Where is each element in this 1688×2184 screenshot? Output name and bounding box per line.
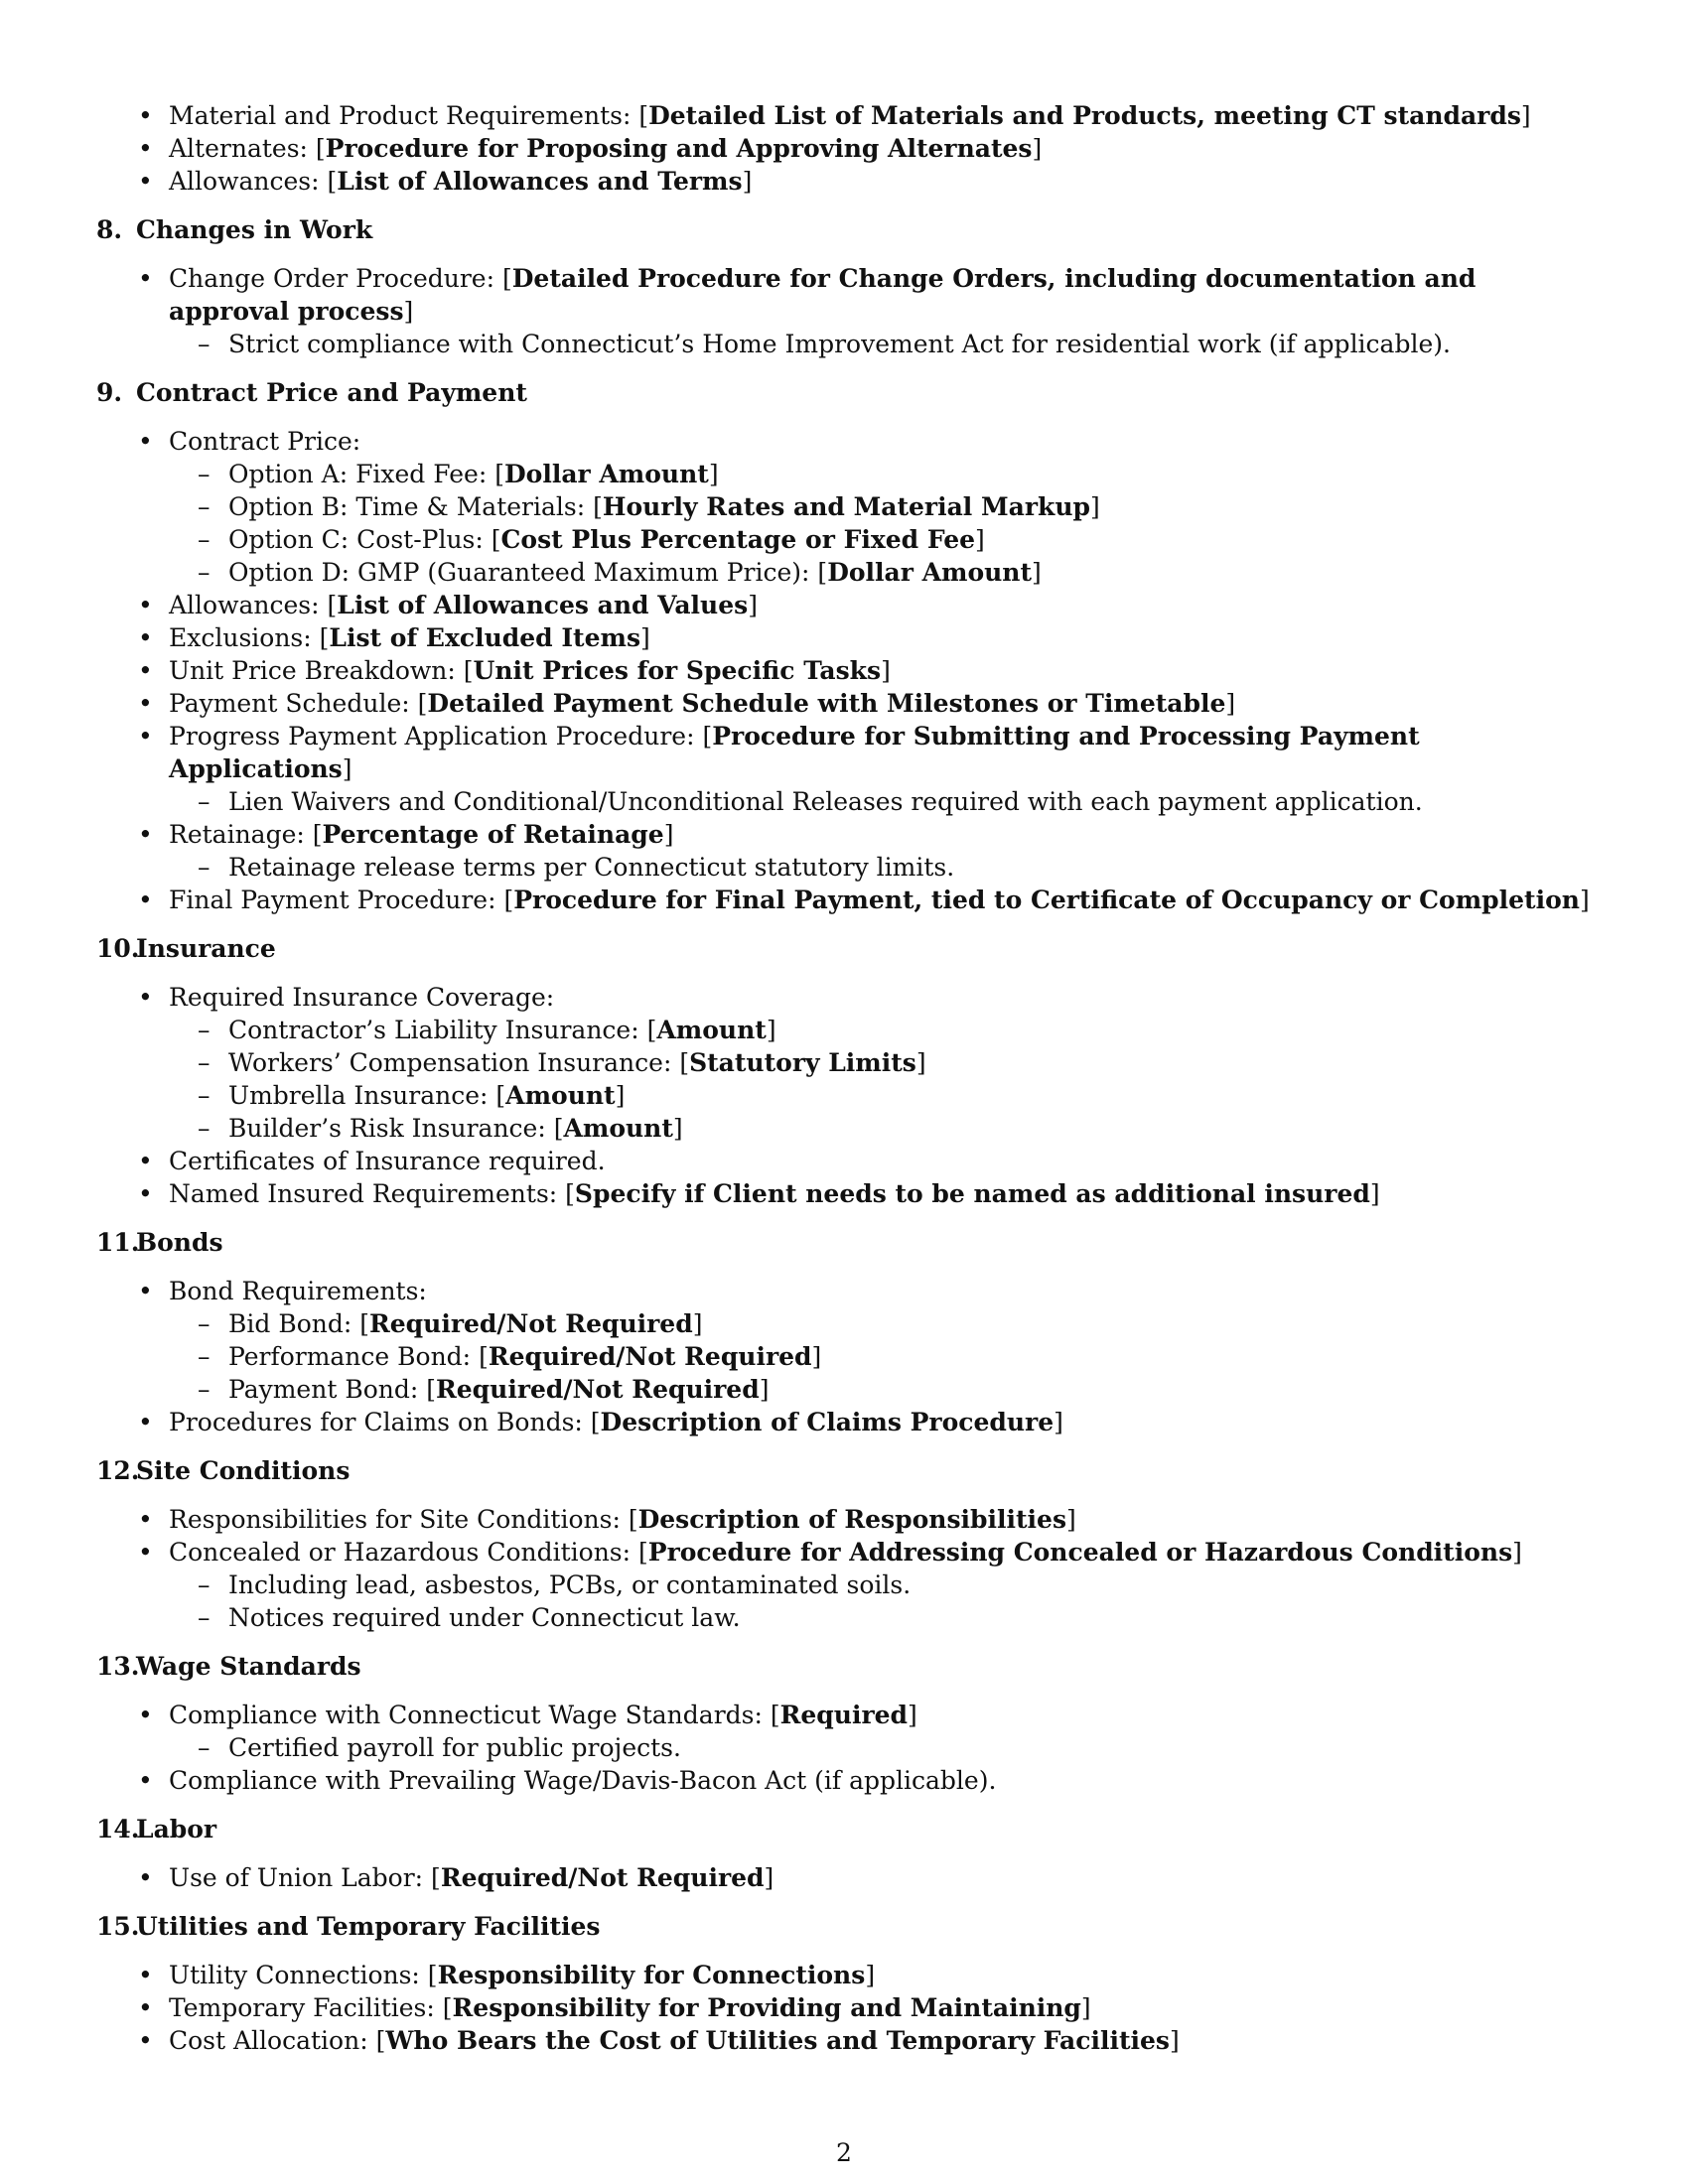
sub-item-label: Umbrella Insurance:: [228, 1081, 496, 1110]
sub-list-item: – Option A: Fixed Fee: [Dollar Amount]: [96, 458, 1596, 490]
sub-item-label: Option C: Cost-Plus:: [228, 525, 492, 554]
sub-list-item: [96, 1569, 1596, 1601]
sub-item-label: Option B: Time & Materials:: [228, 492, 594, 521]
list-item: • Exclusions: [List of Excluded Items]: [96, 621, 1596, 654]
section-heading: [96, 1650, 1596, 1683]
sub-item-value: Amount: [505, 1081, 616, 1110]
item-value: List of Excluded Items: [329, 623, 641, 652]
section-heading: [96, 932, 1596, 965]
section-number: 14.: [96, 1815, 140, 1843]
section-list: [96, 1275, 1596, 1438]
section-list: [96, 1503, 1596, 1634]
section-list: [96, 981, 1596, 1210]
item-label: Use of Union Labor:: [169, 1863, 432, 1892]
item-value: Procedure for Final Payment, tied to Certificate of Occupancy or Completion: [513, 886, 1580, 914]
item-label: Concealed or Hazardous Conditions:: [169, 1538, 639, 1567]
sub-item-label: Workers’ Compensation Insurance:: [228, 1048, 680, 1077]
list-item: • Allowances: [List of Allowances and Values]: [96, 589, 1596, 621]
item-value: Unit Prices for Specific Tasks: [473, 656, 882, 685]
sub-item-text: Lien Waivers and Conditional/Unconditional Releases required with each payment application.: [228, 787, 1423, 816]
sub-list-item: – Workers’ Compensation Insurance: [Statutory Limits]: [96, 1046, 1596, 1079]
list-item: • Temporary Facilities: [Responsibility for Providing and Maintaining]: [96, 1991, 1596, 2024]
sub-list-item: – Option B: Time & Materials: [Hourly Rates and Material Markup]: [96, 490, 1596, 523]
sub-list-item: – Umbrella Insurance: [Amount]: [96, 1079, 1596, 1112]
list-item: • Procedures for Claims on Bonds: [Description of Claims Procedure]: [96, 1406, 1596, 1438]
sub-item-label: Contractor’s Liability Insurance:: [228, 1016, 647, 1044]
section-number: 13.: [96, 1652, 140, 1681]
list-item: • Use of Union Labor: [Required/Not Required]: [96, 1861, 1596, 1894]
sub-item-label: Option A: Fixed Fee:: [228, 460, 495, 488]
item-label: Required Insurance Coverage:: [169, 983, 555, 1012]
sub-item-text: Including lead, asbestos, PCBs, or contaminated soils.: [228, 1570, 912, 1599]
item-label: Cost Allocation:: [169, 2026, 376, 2055]
sub-item-value: Amount: [656, 1016, 767, 1044]
item-label: Allowances:: [169, 167, 328, 196]
list-item: • Concealed or Hazardous Conditions: [Procedure for Addressing Concealed or Hazardous Conditions]: [96, 1536, 1596, 1569]
item-value: Responsibility for Providing and Maintaining: [452, 1993, 1081, 2022]
sub-item-text: Retainage release terms per Connecticut statutory limits.: [228, 853, 955, 882]
sub-item-value: Required/Not Required: [435, 1375, 760, 1404]
sub-list-item: [96, 1601, 1596, 1634]
item-label: Final Payment Procedure:: [169, 886, 504, 914]
sub-item-label: Performance Bond:: [228, 1342, 480, 1371]
section-list: [96, 262, 1596, 360]
sub-item-value: Hourly Rates and Material Markup: [602, 492, 1090, 521]
sub-item-value: Required/Not Required: [368, 1309, 693, 1338]
document-content: [96, 99, 1596, 2057]
section-number: 8.: [96, 215, 123, 244]
item-label: Certificates of Insurance required.: [169, 1147, 606, 1175]
item-label: Unit Price Breakdown:: [169, 656, 464, 685]
item-value: List of Allowances and Values: [337, 591, 749, 619]
sub-item-text: Strict compliance with Connecticut’s Home Improvement Act for residential work (if applicable).: [228, 330, 1451, 358]
list-item: • Cost Allocation: [Who Bears the Cost of Utilities and Temporary Facilities]: [96, 2024, 1596, 2057]
item-value: Who Bears the Cost of Utilities and Temporary Facilities: [385, 2026, 1170, 2055]
item-label: Temporary Facilities:: [169, 1993, 443, 2022]
section-title: Insurance: [136, 934, 276, 963]
item-value: Percentage of Retainage: [322, 820, 664, 849]
page-number: 2: [836, 2138, 852, 2167]
section-list: [96, 1959, 1596, 2057]
item-label: Procedures for Claims on Bonds:: [169, 1408, 591, 1436]
sub-item-label: Bid Bond:: [228, 1309, 360, 1338]
intro-list: [96, 99, 1596, 198]
section-number: 15.: [96, 1912, 140, 1941]
section-title: Labor: [136, 1815, 217, 1843]
item-value: Specify if Client needs to be named as additional insured: [574, 1179, 1370, 1208]
item-value: Procedure for Submitting and Processing Payment Applications: [169, 722, 1420, 783]
sub-item-value: Required/Not Required: [488, 1342, 812, 1371]
item-label: Exclusions:: [169, 623, 320, 652]
item-value: Detailed List of Materials and Products, meeting CT standards: [648, 101, 1521, 130]
item-label: Payment Schedule:: [169, 689, 418, 718]
section-title: Changes in Work: [136, 215, 373, 244]
item-value: Responsibility for Connections: [437, 1961, 866, 1989]
list-item: • Material and Product Requirements: [Detailed List of Materials and Products, meeting CT standards]: [96, 99, 1596, 132]
item-label: Bond Requirements:: [169, 1277, 427, 1305]
section-title: Bonds: [136, 1228, 223, 1257]
item-label: Allowances:: [169, 591, 328, 619]
item-value: Procedure for Proposing and Approving Alternates: [325, 134, 1033, 163]
section-title: Wage Standards: [136, 1652, 361, 1681]
section-title: Contract Price and Payment: [136, 378, 527, 407]
item-value: List of Allowances and Terms: [337, 167, 743, 196]
list-item: • Unit Price Breakdown: [Unit Prices for Specific Tasks]: [96, 654, 1596, 687]
section-title: Utilities and Temporary Facilities: [136, 1912, 601, 1941]
list-item: • Final Payment Procedure: [Procedure for Final Payment, tied to Certificate of Occupancy or Completion]: [96, 884, 1596, 916]
item-label: Material and Product Requirements:: [169, 101, 639, 130]
section-list: [96, 1699, 1596, 1797]
sub-list-item: – Option C: Cost-Plus: [Cost Plus Percentage or Fixed Fee]: [96, 523, 1596, 556]
item-label: Responsibilities for Site Conditions:: [169, 1505, 629, 1534]
section-heading: [96, 213, 1596, 246]
section-list: [96, 425, 1596, 916]
list-item: • Alternates: [Procedure for Proposing and Approving Alternates]: [96, 132, 1596, 165]
list-item: • Change Order Procedure: [Detailed Procedure for Change Orders, including documentation and approval process]: [96, 262, 1596, 328]
section-heading: [96, 1910, 1596, 1943]
item-value: Required/Not Required: [440, 1863, 765, 1892]
list-item: • Progress Payment Application Procedure: [Procedure for Submitting and Processing Payment Applications]: [96, 720, 1596, 785]
item-value: Description of Claims Procedure: [600, 1408, 1055, 1436]
item-label: Retainage:: [169, 820, 313, 849]
section-number: 9.: [96, 378, 123, 407]
sub-item-text: Certified payroll for public projects.: [228, 1733, 681, 1762]
section-heading: [96, 1813, 1596, 1845]
sub-list-item: – Performance Bond: [Required/Not Required]: [96, 1340, 1596, 1373]
list-item: • Utility Connections: [Responsibility for Connections]: [96, 1959, 1596, 1991]
list-item: [96, 1764, 1596, 1797]
item-value: Detailed Procedure for Change Orders, including documentation and approval process: [169, 264, 1477, 326]
section-heading: [96, 1454, 1596, 1487]
list-item: [96, 1275, 1596, 1307]
list-item: • Compliance with Connecticut Wage Standards: [Required]: [96, 1699, 1596, 1731]
list-item: • Allowances: [List of Allowances and Terms]: [96, 165, 1596, 198]
item-label: Progress Payment Application Procedure:: [169, 722, 703, 751]
section-heading: [96, 376, 1596, 409]
list-item: [96, 1145, 1596, 1177]
sub-list-item: [96, 785, 1596, 818]
sub-item-value: Dollar Amount: [503, 460, 709, 488]
sub-item-label: Builder’s Risk Insurance:: [228, 1114, 554, 1143]
item-label: Change Order Procedure:: [169, 264, 502, 293]
item-label: Compliance with Connecticut Wage Standards:: [169, 1701, 771, 1729]
section-number: 11.: [96, 1228, 140, 1257]
sub-item-text: Notices required under Connecticut law.: [228, 1603, 741, 1632]
item-value: Description of Responsibilities: [637, 1505, 1067, 1534]
sub-item-value: Dollar Amount: [827, 558, 1033, 587]
item-value: Procedure for Addressing Concealed or Hazardous Conditions: [647, 1538, 1513, 1567]
sub-item-label: Option D: GMP (Guaranteed Maximum Price):: [228, 558, 818, 587]
sub-item-value: Amount: [563, 1114, 673, 1143]
section-title: Site Conditions: [136, 1456, 351, 1485]
sub-item-value: Cost Plus Percentage or Fixed Fee: [500, 525, 976, 554]
item-label: Utility Connections:: [169, 1961, 428, 1989]
sub-list-item: [96, 328, 1596, 360]
sub-list-item: – Contractor’s Liability Insurance: [Amount]: [96, 1014, 1596, 1046]
item-value: Detailed Payment Schedule with Milestones or Timetable: [427, 689, 1226, 718]
sub-list-item: [96, 851, 1596, 884]
item-value: Required: [779, 1701, 909, 1729]
section-number: 10.: [96, 934, 140, 963]
sub-list-item: – Payment Bond: [Required/Not Required]: [96, 1373, 1596, 1406]
list-item: • Named Insured Requirements: [Specify if Client needs to be named as additional insured]: [96, 1177, 1596, 1210]
sub-list-item: – Bid Bond: [Required/Not Required]: [96, 1307, 1596, 1340]
item-label: Alternates:: [169, 134, 316, 163]
sub-list-item: – Builder’s Risk Insurance: [Amount]: [96, 1112, 1596, 1145]
list-item: • Payment Schedule: [Detailed Payment Schedule with Milestones or Timetable]: [96, 687, 1596, 720]
section-list: [96, 1861, 1596, 1894]
list-item: [96, 425, 1596, 458]
section-heading: [96, 1226, 1596, 1259]
list-item: • Retainage: [Percentage of Retainage]: [96, 818, 1596, 851]
sub-list-item: – Option D: GMP (Guaranteed Maximum Price): [Dollar Amount]: [96, 556, 1596, 589]
item-label: Contract Price:: [169, 427, 361, 456]
list-item: [96, 981, 1596, 1014]
sub-item-value: Statutory Limits: [689, 1048, 916, 1077]
sub-item-label: Payment Bond:: [228, 1375, 427, 1404]
sub-list-item: [96, 1731, 1596, 1764]
item-label: Compliance with Prevailing Wage/Davis-Bacon Act (if applicable).: [169, 1766, 997, 1795]
item-label: Named Insured Requirements:: [169, 1179, 566, 1208]
list-item: • Responsibilities for Site Conditions: [Description of Responsibilities]: [96, 1503, 1596, 1536]
section-number: 12.: [96, 1456, 140, 1485]
